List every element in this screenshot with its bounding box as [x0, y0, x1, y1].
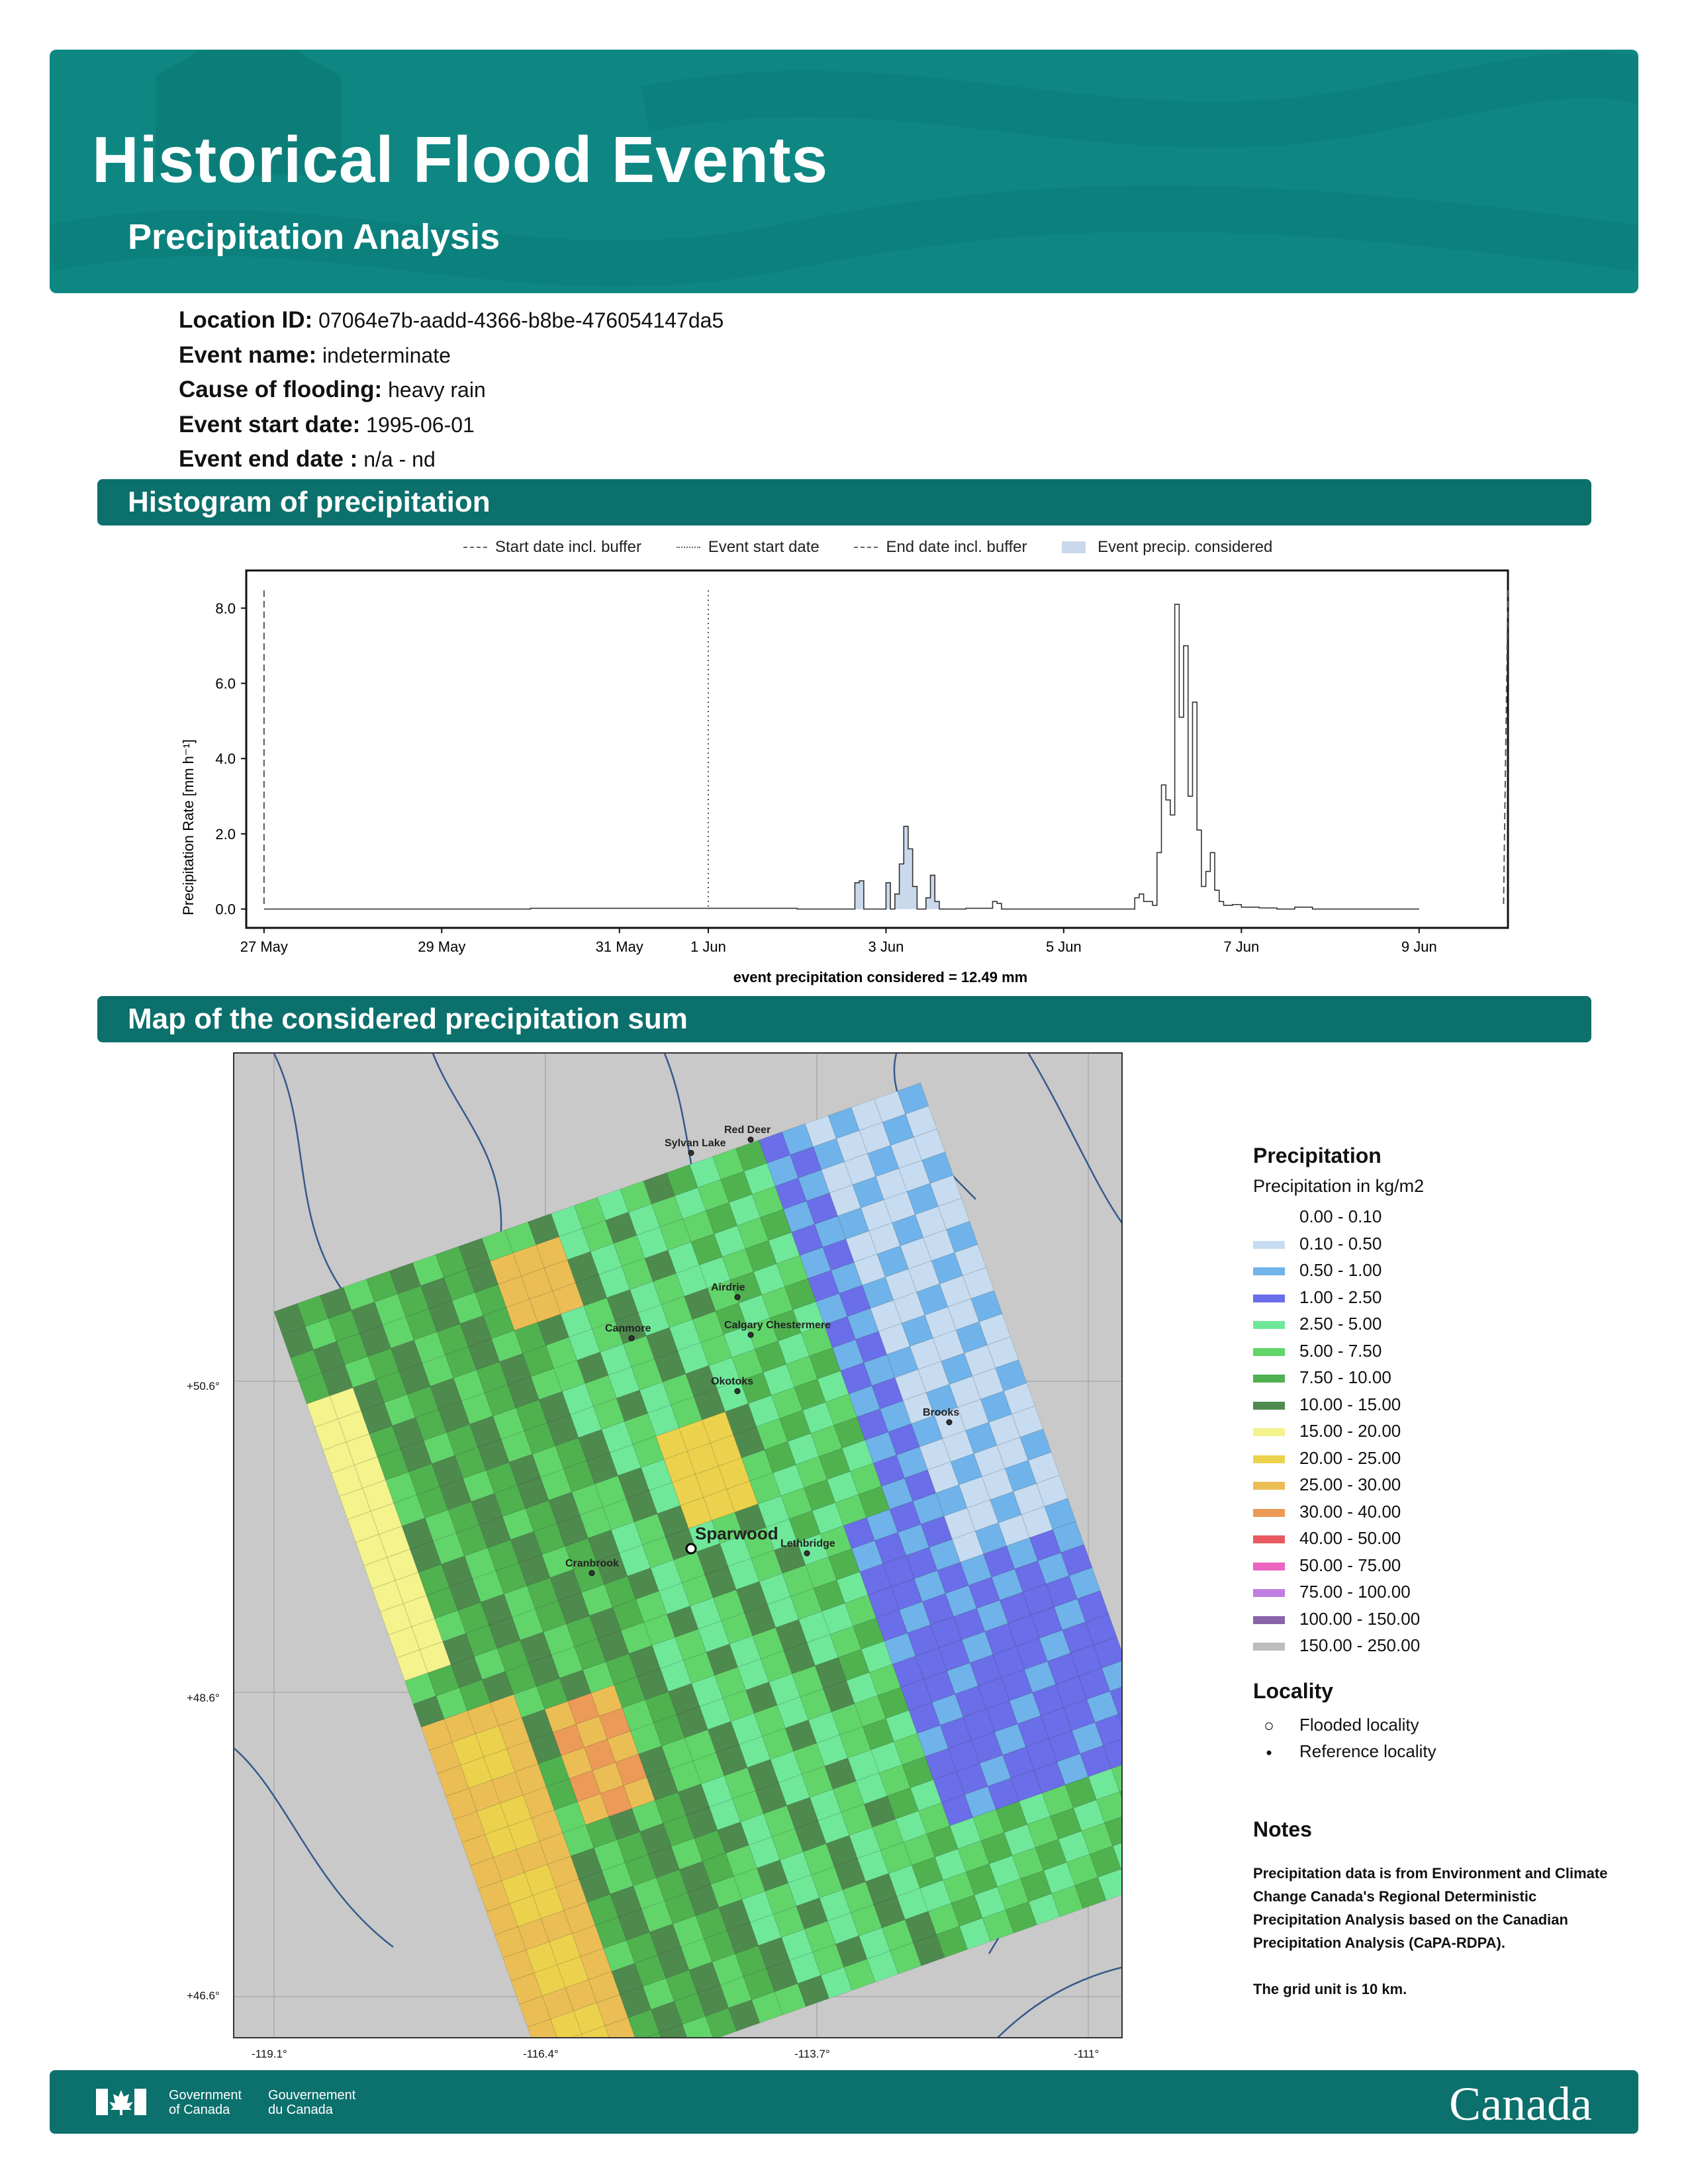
info-row-start: Event start date: 1995-06-01 — [179, 411, 475, 437]
reference-locality-marker — [748, 1137, 753, 1142]
y-tick-label: 2.0 — [215, 825, 236, 842]
legend-item — [1253, 1364, 1597, 1391]
legend-end-buffer: End date incl. buffer — [886, 537, 1027, 556]
x-axis-label: event precipitation considered = 12.49 mm — [733, 969, 1028, 985]
legend-subtitle: Precipitation in kg/m2 — [1253, 1176, 1425, 1196]
legend-swatch — [1253, 1563, 1285, 1570]
precipitation-histogram — [165, 563, 1516, 993]
legend-item-label: 150.00 - 250.00 — [1299, 1635, 1421, 1655]
legend-item — [1253, 1498, 1597, 1525]
x-tick-label: 9 Jun — [1401, 938, 1437, 955]
legend-item — [1253, 1606, 1597, 1633]
city-label: Calgary Chestermere — [724, 1320, 831, 1331]
header-banner — [50, 50, 1638, 293]
legend-item — [1253, 1203, 1597, 1230]
legend-flooded: ○ Flooded locality — [1253, 1711, 1597, 1739]
legend-item-label: 0.00 - 0.10 — [1299, 1206, 1382, 1226]
legend-item-label: 50.00 - 75.00 — [1299, 1555, 1401, 1575]
city-label: Lethbridge — [780, 1538, 835, 1549]
legend-swatch — [1253, 1428, 1285, 1436]
river-line — [996, 1967, 1123, 2038]
dot-icon: • — [1266, 1742, 1272, 1762]
reference-locality-marker — [804, 1551, 810, 1556]
open-circle-icon: ○ — [1264, 1715, 1274, 1736]
legend-swatch — [1253, 1616, 1285, 1624]
legend-items — [1253, 1203, 1597, 1659]
page-subtitle: Precipitation Analysis — [128, 217, 500, 257]
legend-item — [1253, 1284, 1597, 1311]
info-row-end: Event end date : n/a - nd — [179, 446, 436, 472]
legend-swatch — [1253, 1643, 1285, 1651]
lat-label: +48.6° — [187, 1692, 220, 1704]
canada-flag-icon — [96, 2086, 149, 2119]
notes-text: Precipitation data is from Environment and Climate Change Canada's Regional Deterministic Precipitation Analysis based on the Canadian Precipitation Analysis (CaPA-RDPA). — [1253, 1865, 1608, 1951]
legend-item — [1253, 1578, 1597, 1606]
legend-swatch — [1253, 1214, 1285, 1222]
legend-item — [1253, 1552, 1597, 1579]
reference-locality-marker — [735, 1388, 740, 1394]
city-label: Sparwood — [695, 1524, 778, 1543]
legend-title: Precipitation — [1253, 1144, 1382, 1167]
legend-swatch — [1253, 1241, 1285, 1249]
lon-label: -113.7° — [794, 2048, 830, 2060]
legend-item-label: 5.00 - 7.50 — [1299, 1340, 1382, 1361]
notes-grid: The grid unit is 10 km. — [1253, 1981, 1407, 1997]
legend-swatch — [1253, 1402, 1285, 1410]
x-tick-label: 5 Jun — [1045, 938, 1082, 955]
lat-label: +46.6° — [187, 1989, 220, 2002]
plot-frame — [246, 570, 1508, 928]
city-label: Red Deer — [724, 1124, 771, 1136]
y-tick-label: 8.0 — [215, 600, 236, 617]
legend-item — [1253, 1310, 1597, 1338]
legend-item — [1253, 1632, 1597, 1659]
legend-event-precip: Event precip. considered — [1098, 537, 1273, 556]
legend-item-label: 40.00 - 50.00 — [1299, 1528, 1401, 1548]
canada-wordmark: Canada — [1449, 2077, 1592, 2130]
legend-item — [1253, 1338, 1597, 1365]
info-row-cause: Cause of flooding: heavy rain — [179, 377, 486, 402]
precip-grid — [274, 1083, 1123, 2038]
x-tick-label: 3 Jun — [868, 938, 904, 955]
legend-item-label: 0.10 - 0.50 — [1299, 1233, 1382, 1253]
section-map-title: Map of the considered precipitation sum — [97, 996, 1591, 1042]
river-line — [274, 1054, 353, 1305]
x-tick-label: 27 May — [240, 938, 288, 955]
x-tick-label: 29 May — [418, 938, 466, 955]
legend-item-label: 0.50 - 1.00 — [1299, 1260, 1382, 1280]
legend-item-label: 2.50 - 5.00 — [1299, 1314, 1382, 1334]
legend-item-label: 25.00 - 30.00 — [1299, 1475, 1401, 1494]
reference-locality-marker — [748, 1332, 753, 1338]
city-label: Sylvan Lake — [665, 1138, 726, 1149]
legend-swatch — [1253, 1375, 1285, 1383]
legend-item-label: 10.00 - 15.00 — [1299, 1394, 1401, 1414]
legend-item — [1253, 1257, 1597, 1284]
y-tick-label: 0.0 — [215, 901, 236, 918]
start-buffer-line-icon — [463, 547, 487, 548]
legend-item — [1253, 1525, 1597, 1552]
x-tick-label: 7 Jun — [1223, 938, 1260, 955]
legend-swatch — [1253, 1295, 1285, 1302]
lat-label: +50.6° — [187, 1380, 220, 1392]
reference-locality-marker — [688, 1150, 694, 1156]
river-line — [1029, 1054, 1123, 1226]
legend-item — [1253, 1471, 1597, 1498]
legend-start-buffer: Start date incl. buffer — [495, 537, 642, 556]
city-label: Airdrie — [711, 1282, 745, 1293]
legend-swatch — [1253, 1348, 1285, 1356]
lon-label: -116.4° — [523, 2048, 559, 2060]
legend-item-label: 100.00 - 150.00 — [1299, 1608, 1421, 1629]
map-canvas — [234, 1054, 1123, 2038]
notes-title: Notes — [1253, 1817, 1312, 1841]
y-tick-label: 6.0 — [215, 675, 236, 692]
river-line — [433, 1054, 501, 1252]
x-tick-label: 1 Jun — [690, 938, 726, 955]
lon-label: -111° — [1074, 2048, 1100, 2060]
y-axis-label: Precipitation Rate [mm h⁻¹] — [180, 739, 197, 915]
x-tick-label: 31 May — [595, 938, 643, 955]
legend-item-label: 7.50 - 10.00 — [1299, 1367, 1391, 1387]
legend-swatch — [1253, 1509, 1285, 1517]
reference-locality-marker — [947, 1420, 952, 1425]
precipitation-map — [233, 1052, 1123, 2038]
section-histogram-title: Histogram of precipitation — [97, 479, 1591, 525]
gov-fr: Gouvernement du Canada — [268, 2088, 356, 2117]
legend-item-label: 30.00 - 40.00 — [1299, 1501, 1401, 1522]
lon-label: -119.1° — [252, 2048, 287, 2060]
legend-swatch — [1253, 1321, 1285, 1329]
legend-item — [1253, 1230, 1597, 1257]
legend-event-start: Event start date — [708, 537, 820, 556]
chart-legend — [463, 537, 1272, 557]
legend-swatch — [1253, 1535, 1285, 1543]
city-label: Okotoks — [711, 1376, 754, 1387]
legend-item — [1253, 1418, 1597, 1445]
event-info — [179, 303, 724, 477]
locality-title: Locality — [1253, 1678, 1333, 1703]
end-buffer-line-icon — [854, 547, 878, 548]
legend-swatch — [1253, 1482, 1285, 1490]
legend-item — [1253, 1445, 1597, 1472]
legend-swatch — [1253, 1455, 1285, 1463]
city-label: Canmore — [605, 1323, 651, 1334]
city-label: Brooks — [923, 1407, 960, 1418]
reference-locality-marker — [629, 1336, 634, 1341]
legend-swatch — [1253, 1267, 1285, 1275]
legend-swatch — [1253, 1589, 1285, 1597]
legend-reference: • Reference locality — [1253, 1738, 1597, 1765]
flooded-locality-marker — [686, 1544, 696, 1553]
legend-item-label: 75.00 - 100.00 — [1299, 1582, 1411, 1602]
legend-item — [1253, 1391, 1597, 1418]
legend-item-label: 1.00 - 2.50 — [1299, 1287, 1382, 1307]
reference-locality-marker — [589, 1570, 594, 1576]
event-start-line-icon — [677, 547, 700, 548]
page-title: Historical Flood Events — [92, 123, 829, 196]
legend-item-label: 15.00 - 20.00 — [1299, 1421, 1401, 1441]
notes — [1253, 1817, 1611, 2001]
reference-locality-marker — [735, 1295, 740, 1300]
river-line — [234, 1749, 393, 1947]
footer — [50, 2070, 1638, 2134]
legend-item-label: 20.00 - 25.00 — [1299, 1447, 1401, 1468]
y-tick-label: 4.0 — [215, 751, 236, 768]
info-row-location: Location ID: 07064e7b-aadd-4366-b8be-476054147da5 — [179, 307, 724, 333]
info-row-event-name: Event name: indeterminate — [179, 341, 451, 368]
city-label: Cranbrook — [565, 1558, 619, 1569]
gov-en: Government of Canada — [169, 2088, 242, 2117]
event-precip-swatch — [1062, 541, 1086, 553]
precipitation-legend — [1253, 1144, 1597, 1765]
